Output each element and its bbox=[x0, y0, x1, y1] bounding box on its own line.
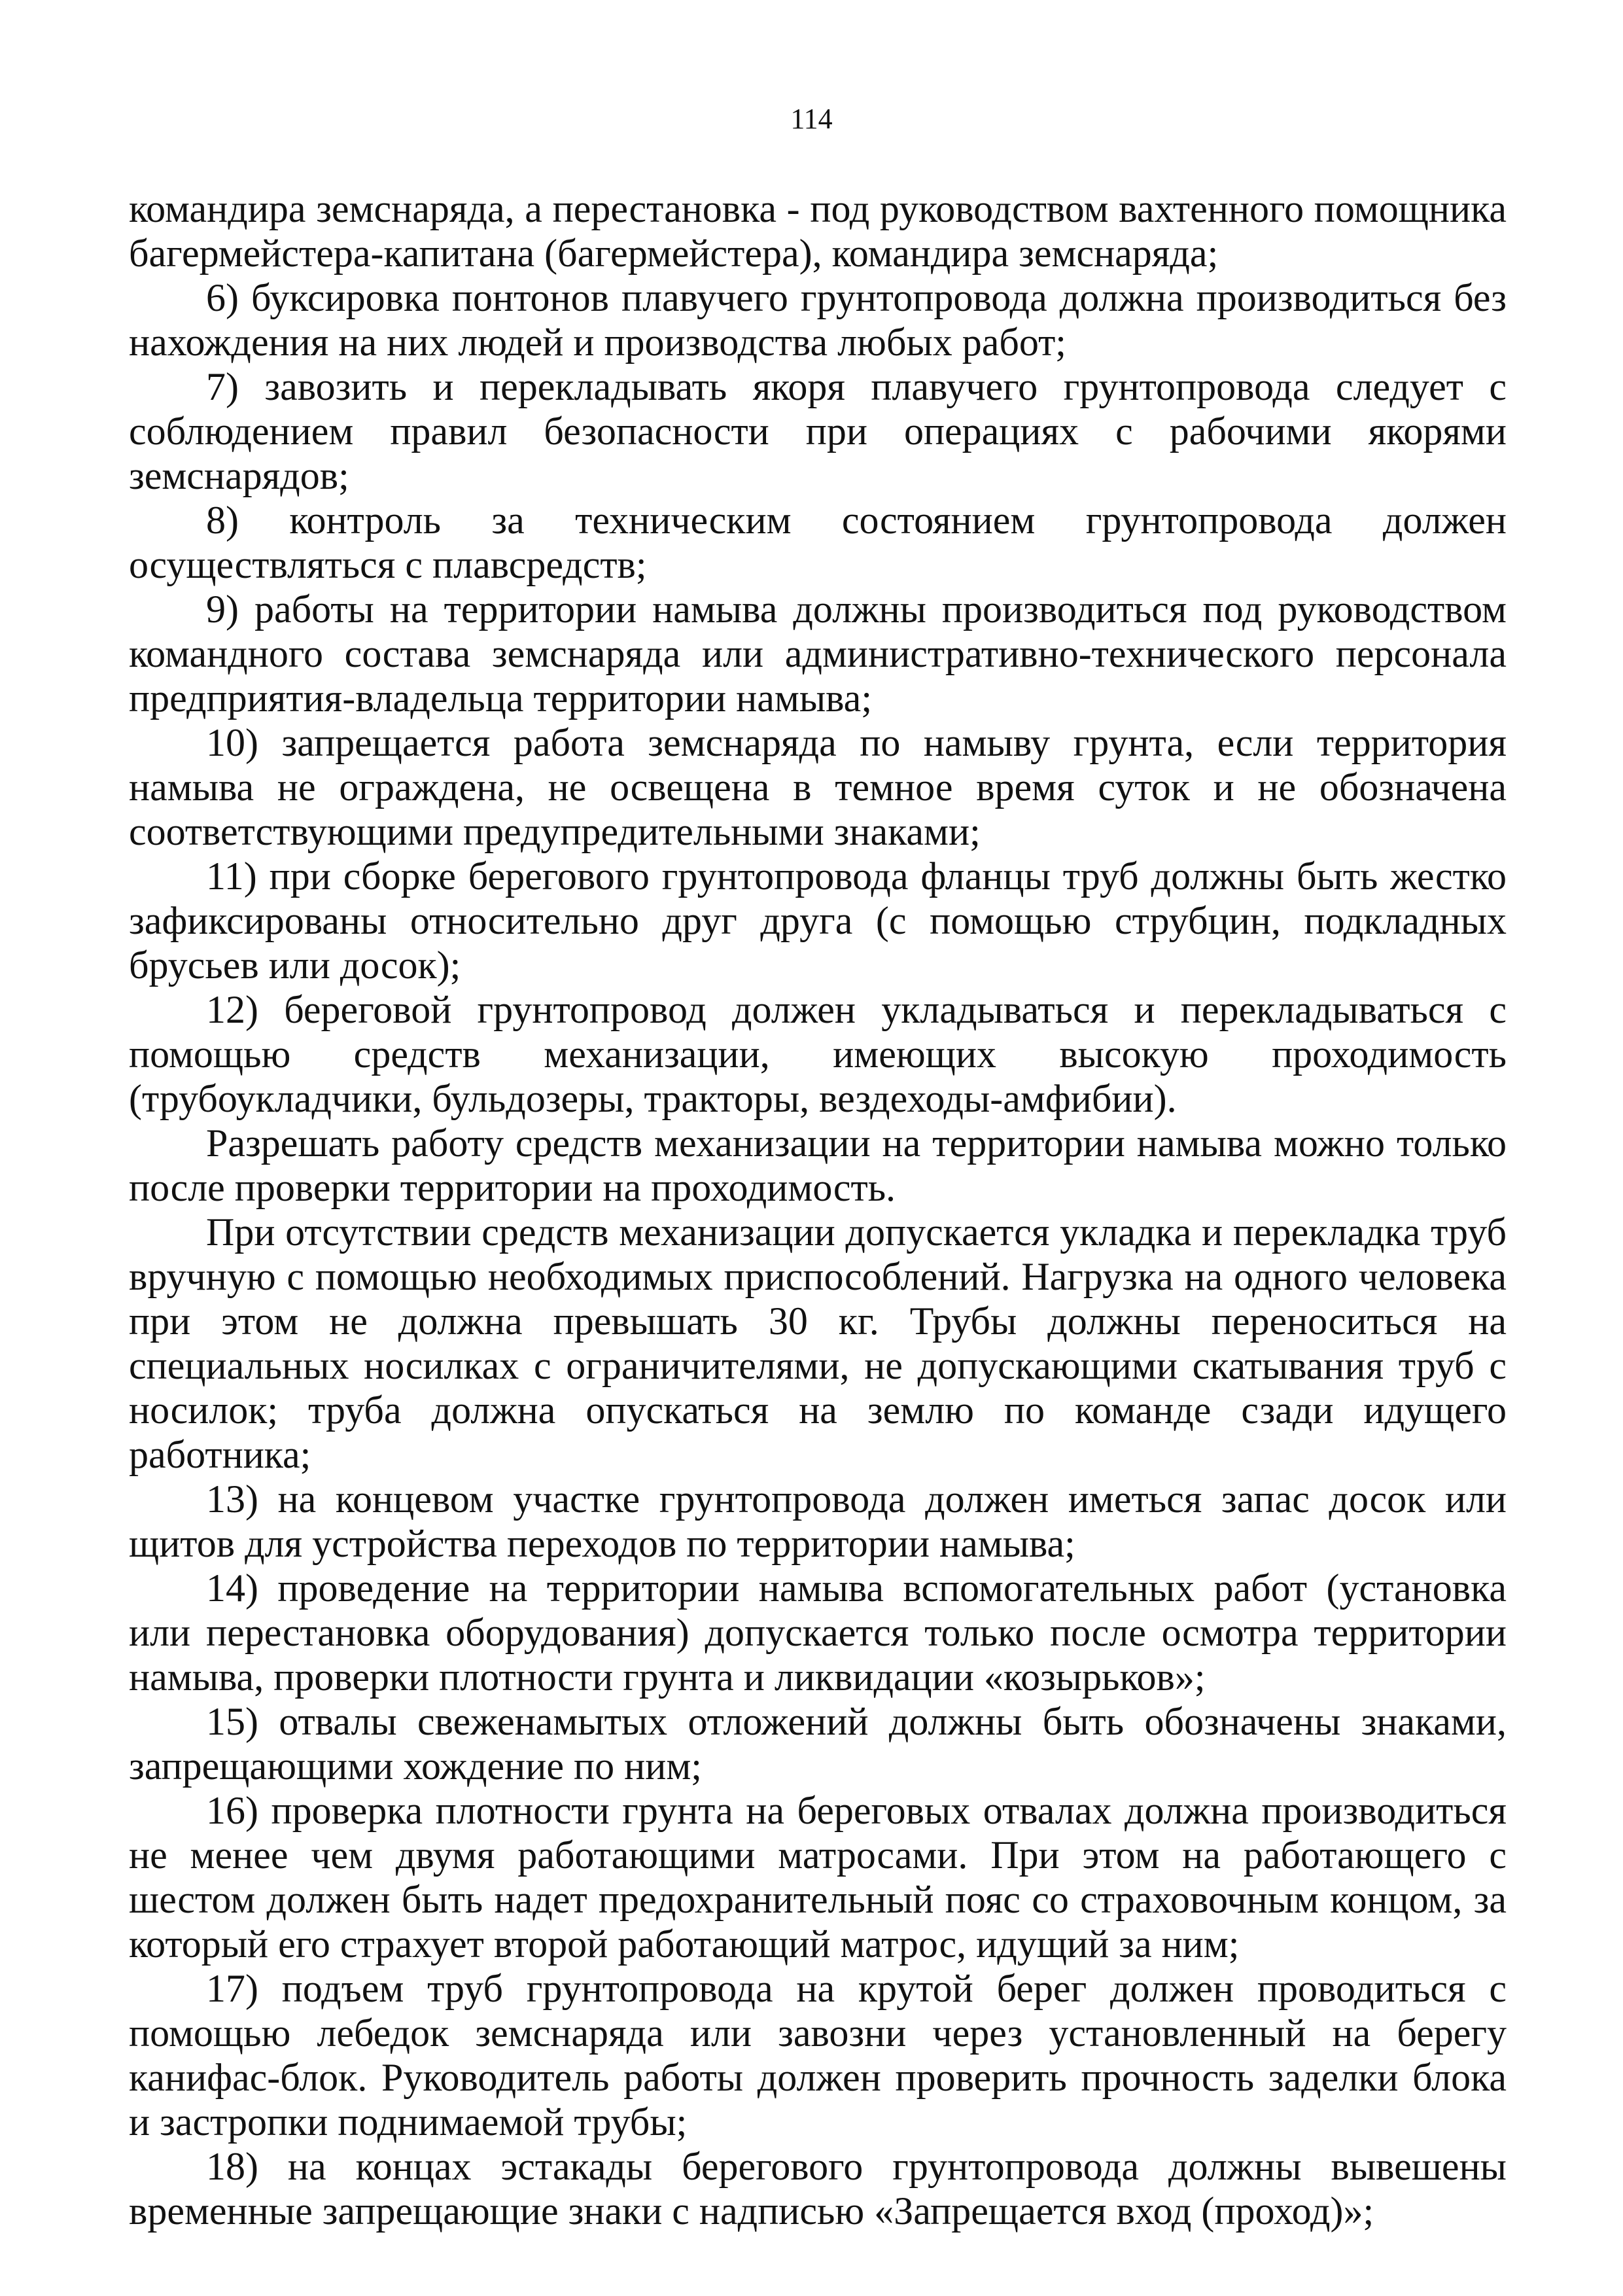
paragraph-item-18: 18) на концах эстакады берегового грунтопровода должны вывешены временные запрещающие знаки с надписью «Запрещается вход (проход)»; bbox=[129, 2145, 1507, 2233]
paragraph-item-8: 8) контроль за техническим состоянием грунтопровода должен осуществляться с плавсредств; bbox=[129, 499, 1507, 586]
paragraph-item-11: 11) при сборке берегового грунтопровода фланцы труб должны быть жестко зафиксированы относительно друг друга (с помощью струбцин, подкладных брусьев или досок); bbox=[129, 855, 1507, 987]
paragraph-item-10: 10) запрещается работа земснаряда по намыву грунта, если территория намыва не ограждена, не освещена в темное время суток и не обозначена соответствующими предупредительными знаками; bbox=[129, 721, 1507, 853]
paragraph-item-16: 16) проверка плотности грунта на береговых отвалах должна производиться не менее чем двумя работающими матросами. При этом на работающего с шестом должен быть надет предохранительный пояс со страховочным концом, за который его страхует второй работающий матрос, идущий за ним; bbox=[129, 1789, 1507, 1966]
paragraph-continuation: командира земснаряда, а перестановка - под руководством вахтенного помощника багермейстера-капитана (багермейстера), командира земснаряда; bbox=[129, 187, 1507, 275]
paragraph-item-6: 6) буксировка понтонов плавучего грунтопровода должна производиться без нахождения на них людей и производства любых работ; bbox=[129, 276, 1507, 364]
paragraph-item-9: 9) работы на территории намыва должны производиться под руководством командного состава земснаряда или административно-технического персонала предприятия-владельца территории намыва; bbox=[129, 588, 1507, 720]
paragraph-item-12: 12) береговой грунтопровод должен укладываться и перекладываться с помощью средств механизации, имеющих высокую проходимость (трубоукладчики, бульдозеры, тракторы, вездеходы-амфибии). bbox=[129, 988, 1507, 1120]
paragraph-item-13: 13) на концевом участке грунтопровода должен иметься запас досок или щитов для устройства переходов по территории намыва; bbox=[129, 1477, 1507, 1565]
paragraph-item-7: 7) завозить и перекладывать якоря плавучего грунтопровода следует с соблюдением правил безопасности при операциях с рабочими якорями земснарядов; bbox=[129, 365, 1507, 497]
paragraph-item-14: 14) проведение на территории намыва вспомогательных работ (установка или перестановка оборудования) допускается только после осмотра территории намыва, проверки плотности грунта и ликвидации «козырьков»; bbox=[129, 1566, 1507, 1699]
paragraph-mechanization-permit: Разрешать работу средств механизации на территории намыва можно только после проверки территории на проходимость. bbox=[129, 1122, 1507, 1209]
paragraph-item-17: 17) подъем труб грунтопровода на крутой берег должен проводиться с помощью лебедок земснаряда или завозни через установленный на берегу канифас-блок. Руководитель работы должен проверить прочность заделки блока и застропки поднимаемой трубы; bbox=[129, 1967, 1507, 2144]
page-number: 114 bbox=[790, 103, 833, 135]
paragraph-item-15: 15) отвалы свеженамытых отложений должны быть обозначены знаками, запрещающими хождение по ним; bbox=[129, 1700, 1507, 1788]
paragraph-manual-handling: При отсутствии средств механизации допускается укладка и перекладка труб вручную с помощью необходимых приспособлений. Нагрузка на одного человека при этом не должна превышать 30 кг. Трубы должны переноситься на специальных носилках с ограничителями, не допускающими скатывания труб с носилок; труба должна опускаться на землю по команде сзади идущего работника; bbox=[129, 1210, 1507, 1476]
document-body bbox=[129, 186, 1507, 2233]
